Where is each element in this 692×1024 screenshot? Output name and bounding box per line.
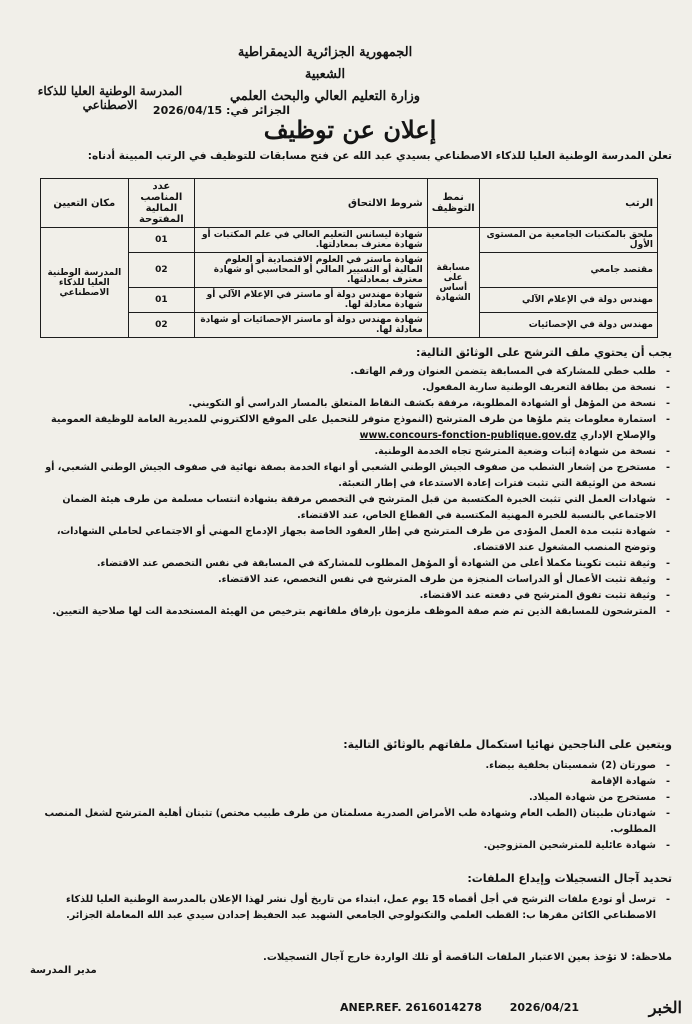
success-section-title: ويتعين على الناجحين نهائيا استكمال ملفاتهم بالوثائق التالية: bbox=[343, 738, 672, 751]
positions-table bbox=[40, 178, 658, 338]
mode-cell: مسابقة على أساس الشهادة bbox=[427, 228, 479, 338]
footer bbox=[340, 1001, 603, 1014]
grade-cell: مهندس دولة في الإحصائيات bbox=[479, 313, 657, 338]
signature: مدير المدرسة bbox=[30, 965, 97, 976]
grade-cell: ملحق بالمكتبات الجامعية من المستوى الأول bbox=[479, 228, 657, 253]
list-item: - وثيقة تثبت الأعمال أو الدراسات المنجزة من طرف المترشح في نفس التخصص، عند الاقتضاء. bbox=[22, 572, 672, 588]
list-item: - المترشحون للمسابقة الذين تم ضم صفة الموظف ملزمون بإرفاق ملفاتهم بترخيص من الهيئة المستخدمة الت لها صلاحية التعيين. bbox=[22, 604, 672, 620]
list-item: - وثيقة تثبت تكوينا مكملا أعلى من الشهادة أو المؤهل المطلوب للمشاركة في المسابقة في نفس التخصص عند الاقتضاء. bbox=[22, 556, 672, 572]
count-cell: 01 bbox=[128, 228, 194, 253]
header-place: مكان التعيين bbox=[41, 179, 129, 228]
header-block bbox=[220, 42, 430, 108]
count-cell: 02 bbox=[128, 313, 194, 338]
table-row bbox=[41, 288, 658, 313]
condition-cell: شهادة ليسانس التعليم العالي في علم المكتبات أو شهادة معترف بمعادلتها. bbox=[195, 228, 428, 253]
list-item-text: استمارة معلومات يتم ملؤها من طرف المترشح (النموذج متوفر للتحميل على الموقع الالكتروني للمديرية العامة للوظيفة العمومية والإصلاح الإداري bbox=[51, 414, 656, 441]
list-item: - طلب خطي للمشاركة في المسابقة يتضمن العنوان ورقم الهاتف. bbox=[22, 364, 672, 380]
intro-text: تعلن المدرسة الوطنية العليا للذكاء الاصطناعي بسيدي عبد الله عن فتح مسابقات للتوظيف في الرتب المبينة أدناه: bbox=[87, 150, 672, 162]
republic-title: الجمهورية الجزائرية الديمقراطية الشعبية bbox=[237, 45, 413, 82]
header-grade: الرتب bbox=[479, 179, 657, 228]
place-cell: المدرسة الوطنية العليا للذكاء الاصطناعي bbox=[41, 228, 129, 338]
list-item: - نسخة من المؤهل أو الشهادة المطلوبة، مرفقة بكشف النقاط المتعلق بالمسار الدراسي أو التكويني. bbox=[22, 396, 672, 412]
list-item: - شهادات العمل التي تثبت الخبرة المكتسبة من قبل المترشح في التخصص مرفقة بشهادة انتساب مسلمة من طرف هيئة الضمان الاجتماعي بالنسبة للخبرة المهنية المكتسبة في القطاع الخاص، عند الاقتضاء. bbox=[22, 492, 672, 524]
list-item: - شهادة عائلية للمترشحين المتزوجين. bbox=[22, 838, 672, 854]
table-row bbox=[41, 253, 658, 288]
list-item: - ترسل أو تودع ملفات الترشح في أجل أقصاه 15 يوم عمل، ابتداء من تاريخ أول نشر لهذا الإعلان بالمدرسة الوطنية العليا للذكاء الاصطناعي الكائن مقرها ب: القطب العلمي والتكنولوجي الجامعي الشهيد عبد الحفيظ إحدادن سيدي عبد الله المعاملة الجزائر. bbox=[22, 892, 672, 924]
condition-cell: شهادة مهندس دولة أو ماستر في الإعلام الآلي أو شهادة معادلة لها. bbox=[195, 288, 428, 313]
school-name: المدرسة الوطنية العليا للذكاء الاصطناعي bbox=[37, 84, 183, 112]
note-text: لا تؤخذ بعين الاعتبار الملفات الناقصة أو تلك الواردة خارج آجال التسجيلات. bbox=[263, 952, 628, 963]
date-line: الجزائر في: 2026/04/15 bbox=[152, 104, 290, 117]
note bbox=[22, 952, 672, 963]
success-document-list bbox=[22, 758, 672, 854]
list-item: - شهادتان طبيتان (الطب العام وشهادة طب الأمراض الصدرية مسلمتان من طرف طبيب مختص) تثبتان أهلية المترشح لشغل المنصب المطلوب. bbox=[22, 806, 672, 838]
ministry-title: وزارة التعليم العالي والبحث العلمي bbox=[229, 89, 421, 104]
condition-cell: شهادة مهندس دولة أو ماستر الإحصائيات أو شهادة معادلة لها. bbox=[195, 313, 428, 338]
list-item: - نسخة من بطاقة التعريف الوطنية سارية المفعول. bbox=[22, 380, 672, 396]
count-cell: 02 bbox=[128, 253, 194, 288]
grade-cell: مهندس دولة في الإعلام الآلي bbox=[479, 288, 657, 313]
list-item: - صورتان (2) شمسيتان بخلفية بيضاء. bbox=[22, 758, 672, 774]
list-item: - مستخرج من إشعار الشطب من صفوف الجيش الوطني الشعبي أو انهاء الخدمة بصفة نهائية في صفوف الجيش الوطني الشعبي، أو نسخة من الوثيقة التي تثبت فترات إعادة الاستدعاء في إطار التعبئة. bbox=[22, 460, 672, 492]
page-title: إعلان عن توظيف bbox=[263, 115, 437, 144]
list-item bbox=[22, 412, 672, 444]
header-mode: نمط التوظيف bbox=[427, 179, 479, 228]
count-cell: 01 bbox=[128, 288, 194, 313]
list-item: - شهادة الإقامة bbox=[22, 774, 672, 790]
footer-date: 2026/04/21 bbox=[509, 1001, 579, 1014]
table-row bbox=[41, 228, 658, 253]
table-row bbox=[41, 313, 658, 338]
newspaper-logo: الخبر bbox=[648, 998, 682, 1017]
note-label: ملاحظة: bbox=[631, 952, 672, 963]
condition-cell: شهادة ماستر في العلوم الاقتصادية أو العلوم المالية أو التسيير المالي أو المحاسبي أو شهادة معترف بمعادلتها. bbox=[195, 253, 428, 288]
header-count: عدد المناصب المالية المفتوحة bbox=[128, 179, 194, 228]
list-item: - وثيقة تثبت تفوق المترشح في دفعته عند الاقتضاء. bbox=[22, 588, 672, 604]
list-item: - مستخرج من شهادة الميلاد. bbox=[22, 790, 672, 806]
file-section-title: يجب أن يحتوي ملف الترشح على الوثائق التالية: bbox=[415, 346, 672, 359]
table-header-row bbox=[41, 179, 658, 228]
deadline-list bbox=[22, 892, 672, 924]
deadline-section-title: تحديد آجال التسجيلات وإيداع الملفات: bbox=[467, 872, 672, 885]
grade-cell: مقتصد جامعي bbox=[479, 253, 657, 288]
file-document-list bbox=[22, 364, 672, 620]
list-item: - شهادة تثبت مدة العمل المؤدى من طرف المترشح في إطار العقود الخاصة بجهاز الإدماج المهني أو الاجتماعي لحاملي الشهادات، وتوضح المنصب المشغول عند الاقتضاء. bbox=[22, 524, 672, 556]
header-condition: شروط الالتحاق bbox=[195, 179, 428, 228]
footer-ref: ANEP.REF. 2616014278 bbox=[340, 1001, 482, 1014]
website-link[interactable]: www.concours-fonction-publique.gov.dz bbox=[359, 430, 577, 441]
list-item: - نسخة من شهادة إثبات وضعية المترشح تجاه الخدمة الوطنية. bbox=[22, 444, 672, 460]
